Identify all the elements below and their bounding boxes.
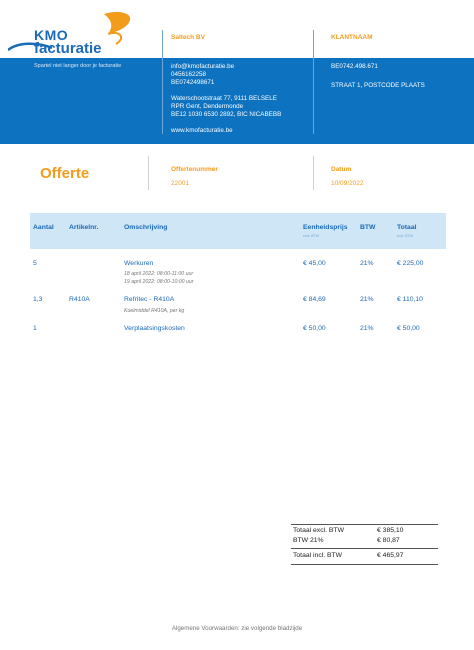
row-note: 18 april 2022: 08:00-11:00 uur: [124, 271, 194, 277]
row-total: € 110,10: [397, 296, 423, 303]
row-total: € 225,00: [397, 260, 424, 267]
client-address: STRAAT 1, POSTCODE PLAATS: [331, 82, 425, 89]
total-incl-value: € 465,97: [377, 552, 404, 559]
quote-date: 10/09/2022: [331, 180, 364, 187]
company-email: info@kmofacturatie.be: [171, 63, 235, 70]
logo-text-kmo: KMO: [34, 27, 69, 43]
row-qty: 1: [33, 325, 37, 332]
line-items-header: [30, 213, 446, 249]
quote-number: 22001: [171, 180, 190, 187]
row-unit-price: € 84,69: [303, 296, 326, 303]
company-phone: 0456162258: [171, 71, 207, 78]
company-address: Waterschootstraat 77, 9111 BELSELE: [171, 95, 277, 102]
company-rpr: RPR Gent, Dendermonde: [171, 103, 244, 110]
terms-footer: Algemene Voorwaarden: zie volgende bladzijde: [171, 625, 303, 632]
client-info-block: [331, 63, 425, 90]
row-unit-price: € 50,00: [303, 325, 326, 332]
company-bank: BE12 1030 6530 2892, BIC NICABEBB: [171, 111, 282, 118]
row-note: 19 april 2022: 08:00-10:00 uur: [124, 279, 194, 285]
row-vat: 21%: [360, 296, 374, 303]
client-vat: BE0742.498.671: [331, 63, 378, 70]
col-header-unit-price-sub: excl. BTW: [303, 234, 319, 238]
row-vat: 21%: [360, 260, 374, 267]
row-description: Verplaatsingskosten: [124, 325, 185, 332]
company-vat: BE0742498671: [171, 79, 215, 86]
meta-divider: [148, 156, 149, 190]
totals-divider: [291, 564, 438, 565]
quote-number-label: Offertenummer: [171, 166, 218, 173]
totals-divider: [291, 524, 438, 525]
col-header-vat: BTW: [360, 224, 376, 231]
row-description: Werkuren: [124, 260, 154, 267]
vat-label: BTW 21%: [293, 537, 324, 544]
vat-value: € 80,87: [377, 537, 400, 544]
header-divider: [313, 30, 314, 134]
client-name-label: KLANTNAAM: [331, 34, 373, 41]
col-header-total-sub: excl. BTW: [397, 234, 413, 238]
total-incl-label: Totaal incl. BTW: [293, 552, 343, 559]
totals-divider: [291, 548, 438, 549]
company-contact-block: [171, 63, 281, 135]
company-name: Saltech BV: [171, 34, 205, 41]
col-header-description: Omschrijving: [124, 224, 168, 231]
col-header-article: Artikelnr.: [69, 224, 99, 231]
brand-tagline: Spartel niet langer door je facturatie: [34, 63, 122, 69]
row-total: € 50,00: [397, 325, 420, 332]
meta-divider: [313, 156, 314, 190]
col-header-qty: Aantal: [33, 224, 54, 231]
company-website: www.kmofacturatie.be: [171, 127, 233, 134]
row-description: Refritec - R410A: [124, 296, 175, 303]
col-header-total: Totaal: [397, 224, 417, 231]
date-label: Datum: [331, 166, 352, 173]
header-divider: [162, 30, 163, 134]
row-article: R410A: [69, 296, 90, 303]
row-unit-price: € 45,00: [303, 260, 326, 267]
total-excl-value: € 385,10: [377, 527, 404, 534]
company-logo: [8, 8, 138, 56]
col-header-unit-price: Eenheidsprijs: [303, 224, 348, 231]
row-vat: 21%: [360, 325, 374, 332]
document-title: Offerte: [40, 165, 90, 182]
row-note: Koelmiddel R410A, per kg: [124, 308, 185, 314]
row-qty: 5: [33, 260, 37, 267]
logo-text-facturatie: facturatie: [34, 40, 102, 57]
document-header: [0, 0, 474, 144]
total-excl-label: Totaal excl. BTW: [293, 527, 344, 534]
row-qty: 1,3: [33, 296, 43, 303]
